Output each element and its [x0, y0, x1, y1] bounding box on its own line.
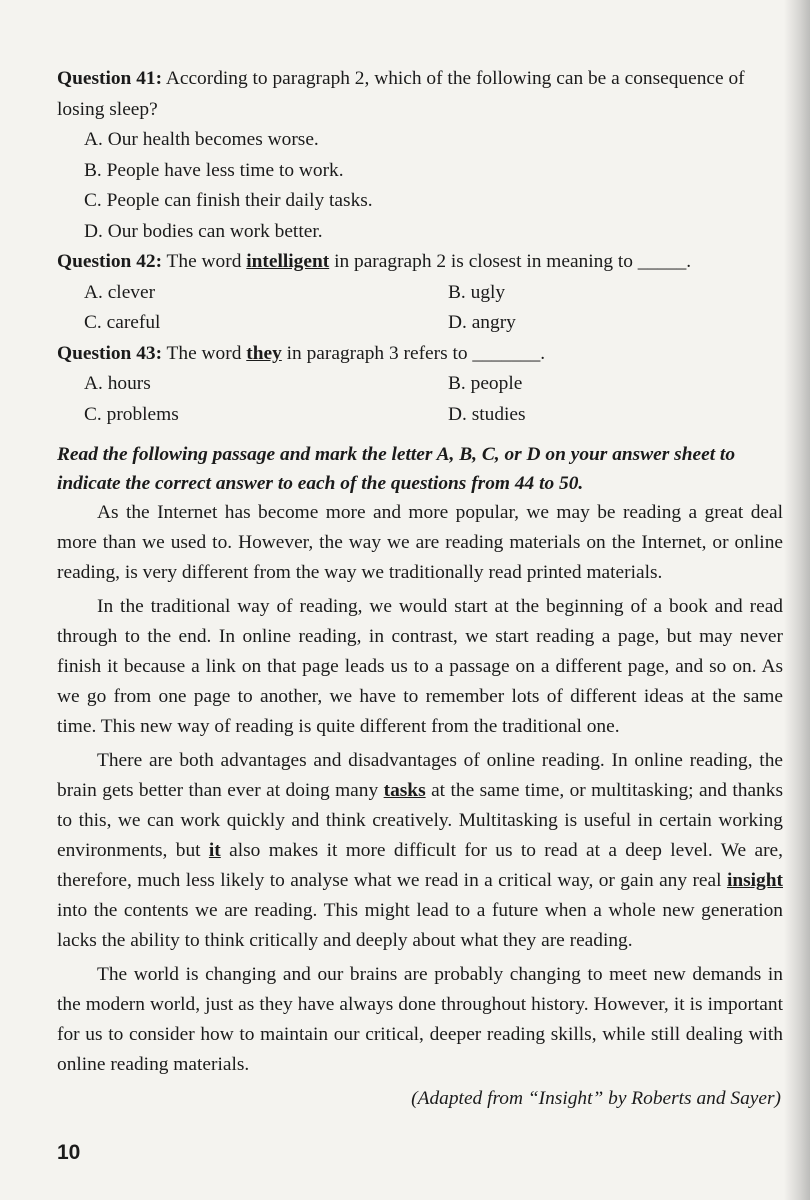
- option-d: D. studies: [448, 403, 526, 425]
- question-label: Question 42:: [57, 251, 163, 272]
- question-label: Question 41:: [57, 68, 163, 89]
- question-43: [57, 339, 783, 431]
- option-d: D. Our bodies can work better.: [84, 220, 323, 242]
- option-c: C. problems: [84, 403, 179, 425]
- keyword-they: they: [246, 342, 282, 364]
- section-instruction: Read the following passage and mark the letter A, B, C, or D on your answer sheet to indicate the correct answer to each of the questions from 44 to 50.: [57, 444, 736, 494]
- keyword-insight: insight: [726, 870, 783, 891]
- question-label: Question 43:: [57, 342, 163, 364]
- page-number: 10: [57, 1141, 81, 1164]
- question-43-stem: [57, 339, 783, 370]
- passage-text: There are both advantages and disadvantages of online reading. In online reading, the brain gets better than ever at doing many: [57, 750, 783, 801]
- keyword-tasks: tasks: [383, 780, 426, 801]
- option-b: B. people: [448, 373, 523, 394]
- option-a: A. clever: [84, 281, 156, 303]
- keyword-it: it: [208, 840, 221, 861]
- passage-paragraph-2: In the traditional way of reading, we would start at the beginning of a book and read through to the end. In online reading, in contrast, we start reading a page, but may never finish it because a link on that page leads us to a passage on a different page, and so on. As we go from one page to another, we have to remember lots of different ideas at the same time. This new way of reading is quite different from the traditional one.: [57, 596, 783, 737]
- passage-paragraph-4: The world is changing and our brains are probably changing to meet new demands in the modern world, just as they have always done throughout history. However, it is important for us to consider how to maintain our critical, deeper reading skills, while still dealing with online reading materials.: [57, 964, 783, 1075]
- question-text: The word: [166, 251, 242, 272]
- page-content: [57, 64, 783, 1115]
- question-42: [57, 247, 783, 339]
- option-a: A. hours: [84, 373, 151, 394]
- passage-source: (Adapted from “Insight” by Roberts and Sayer): [411, 1088, 781, 1109]
- passage-text: into the contents we are reading. This might lead to a future when a whole new generation lacks the ability to think critically and deeply about what they are reading.: [57, 900, 783, 951]
- keyword-intelligent: intelligent: [246, 251, 330, 272]
- option-d: D. angry: [448, 312, 516, 333]
- passage-paragraph-3: [57, 746, 783, 956]
- option-b: B. ugly: [448, 281, 506, 303]
- page-binding-shadow: [784, 0, 810, 1200]
- passage-text: also makes it more difficult for us to read at a deep level. We are, therefore, much less likely to analyse what we read in a critical way, or gain any real: [57, 840, 783, 891]
- reading-passage: [57, 498, 783, 1115]
- question-41-stem: [57, 64, 783, 125]
- passage-paragraph-1: As the Internet has become more and more popular, we may be reading a great deal more than we used to. However, the way we are reading materials on the Internet, or online reading, is very different from the way we traditionally read printed materials.: [57, 502, 783, 583]
- question-41: [57, 64, 783, 247]
- question-text: The word: [166, 342, 242, 364]
- passage-text: at the same time, or multitasking; and thanks to this, we can work quickly and think creatively. Multitasking is useful in certain working environments, but: [57, 780, 783, 861]
- option-a: A. Our health becomes worse.: [84, 129, 319, 150]
- option-c: C. careful: [84, 312, 161, 333]
- option-b: B. People have less time to work.: [84, 159, 344, 181]
- options-grid: [57, 278, 783, 339]
- question-42-stem: [57, 247, 783, 278]
- question-text: in paragraph 3 refers to _______.: [286, 342, 546, 364]
- options-grid: [57, 369, 783, 430]
- question-text: in paragraph 2 is closest in meaning to _____.: [334, 251, 692, 272]
- option-c: C. People can finish their daily tasks.: [84, 190, 373, 211]
- question-text: According to paragraph 2, which of the following can be a consequence of losing sleep?: [57, 68, 745, 120]
